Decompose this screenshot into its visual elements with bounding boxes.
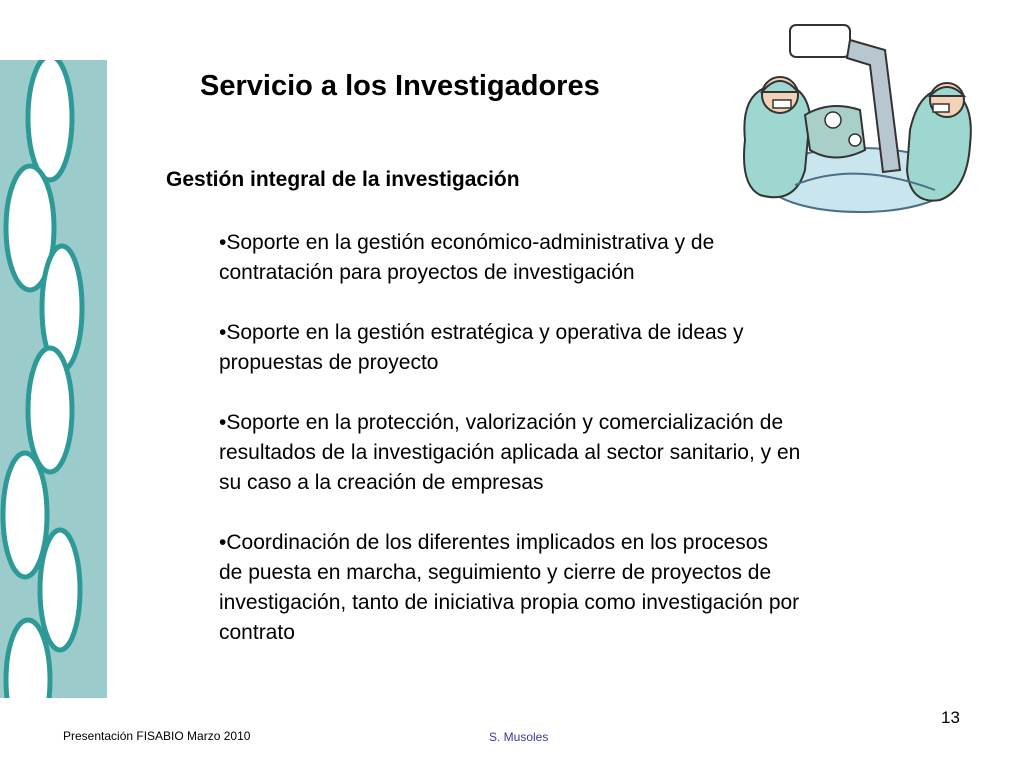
chain-links-icon xyxy=(0,60,107,698)
bullet-item: •Coordinación de los diferentes implicados en los procesos de puesta en marcha, seguimiento y cierre de proyectos de investigación, tanto de iniciativa propia como investigación por contrato xyxy=(219,531,800,644)
slide-subtitle: Gestión integral de la investigación xyxy=(166,168,520,191)
bullet-item: •Soporte en la gestión estratégica y operativa de ideas y propuestas de proyecto xyxy=(219,321,744,374)
surgeons-clipart-icon xyxy=(735,20,975,220)
bullet-item: •Soporte en la gestión económico-administrativa y de contratación para proyectos de investigación xyxy=(219,231,715,284)
footer-presentation-label: Presentación FISABIO Marzo 2010 xyxy=(63,729,251,743)
footer-author: S. Musoles xyxy=(489,730,549,744)
slide-title: Servicio a los Investigadores xyxy=(200,70,600,102)
bullet-list xyxy=(219,228,959,678)
bullet-item: •Soporte en la protección, valorización y comercialización de resultados de la investigación aplicada al sector sanitario, y en su caso a la creación de empresas xyxy=(219,411,801,494)
page-number: 13 xyxy=(941,708,960,727)
